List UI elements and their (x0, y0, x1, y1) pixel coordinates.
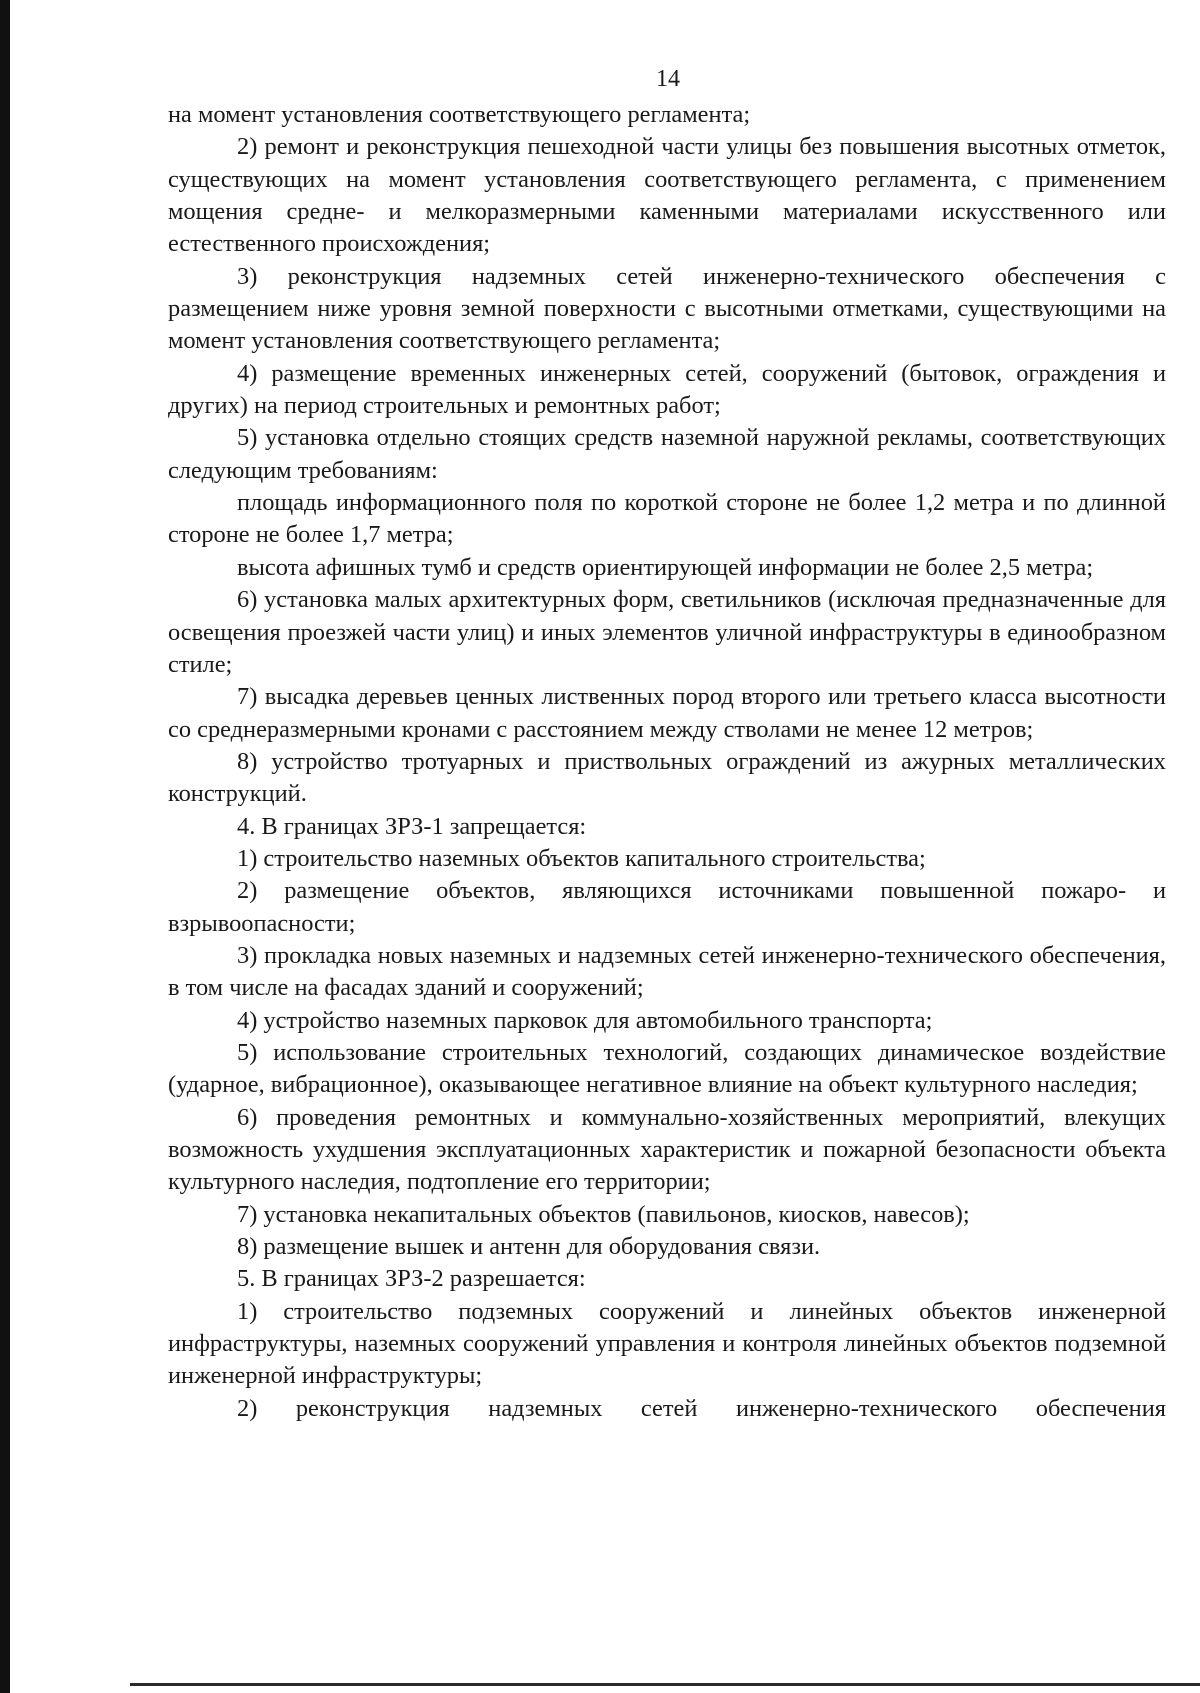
paragraph: площадь информационного поля по короткой стороне не более 1,2 метра и по длинной стороне не более 1,7 метра; (168, 489, 1166, 549)
paragraph: 1) строительство подземных сооружений и линейных объектов инженерной инфраструктуры, наземных сооружений управления и контроля линейных объектов подземной инженерной инфраструктуры; (168, 1297, 1166, 1390)
paragraph: 7) установка некапитальных объектов (павильонов, киосков, навесов); (237, 1200, 970, 1228)
paragraph: 2) реконструкция надземных сетей инженерно-технического обеспечения (237, 1394, 1166, 1422)
paragraph: 8) устройство тротуарных и приствольных ограждений из ажурных металлических конструкций. (168, 747, 1166, 808)
paragraph: 8) размещение вышек и антенн для оборудования связи. (237, 1233, 821, 1261)
paragraph: 5. В границах ЗРЗ-2 разрешается: (237, 1265, 586, 1293)
paragraph: 6) установка малых архитектурных форм, светильников (исключая предназначенные для освещения проезжей части улиц) и иных элементов уличной инфраструктуры в единообразном стиле; (168, 586, 1166, 678)
scan-bottom-edge (130, 1683, 1200, 1686)
paragraph: 6) проведения ремонтных и коммунально-хозяйственных мероприятий, влекущих возможность ухудшения эксплуатационных характеристик и пожарной безопасности объекта культурного наследия, подтопление его территории; (168, 1103, 1166, 1196)
paragraph: на момент установления соответствующего регламента; (168, 101, 751, 128)
paragraph: высота афишных тумб и средств ориентирующей информации не более 2,5 метра; (237, 553, 1094, 581)
paragraph: 4) размещение временных инженерных сетей, сооружений (бытовок, ограждения и других) на период строительных и ремонтных работ; (168, 359, 1166, 420)
paragraph: 4) устройство наземных парковок для автомобильного транспорта; (237, 1006, 933, 1034)
page-number: 14 (656, 66, 680, 92)
paragraph: 2) ремонт и реконструкция пешеходной части улицы без повышения высотных отметок, существующих на момент установления соответствующего регламента, с применением мощения средне- и мелкоразмерными каменными материалами искусственного или естественного происхождения; (168, 133, 1166, 258)
paragraph: 2) размещение объектов, являющихся источниками повышенной пожаро- и взрывоопасности; (168, 877, 1166, 937)
paragraph: 5) использование строительных технологий, создающих динамическое воздействие (ударное, вибрационное), оказывающее негативное влияние на объект культурного наследия; (168, 1038, 1166, 1099)
paragraph: 3) реконструкция надземных сетей инженерно-технического обеспечения с размещением ниже уровня земной поверхности с высотными отметками, существующими на момент установления соответствующего регламента; (168, 262, 1166, 355)
paragraph: 7) высадка деревьев ценных лиственных пород второго или третьего класса высотности со среднеразмерными кронами с расстоянием между стволами не менее 12 метров; (168, 683, 1166, 743)
paragraph: 3) прокладка новых наземных и надземных сетей инженерно-технического обеспечения, в том числе на фасадах зданий и сооружений; (168, 941, 1166, 1002)
document-body (168, 99, 1166, 1425)
paragraph: 4. В границах ЗРЗ-1 запрещается: (237, 812, 587, 840)
paragraph: 5) установка отдельно стоящих средств наземной наружной рекламы, соответствующих следующим требованиям: (168, 424, 1166, 484)
paragraph: 1) строительство наземных объектов капитального строительства; (237, 844, 926, 872)
scan-left-edge (0, 0, 10, 1693)
